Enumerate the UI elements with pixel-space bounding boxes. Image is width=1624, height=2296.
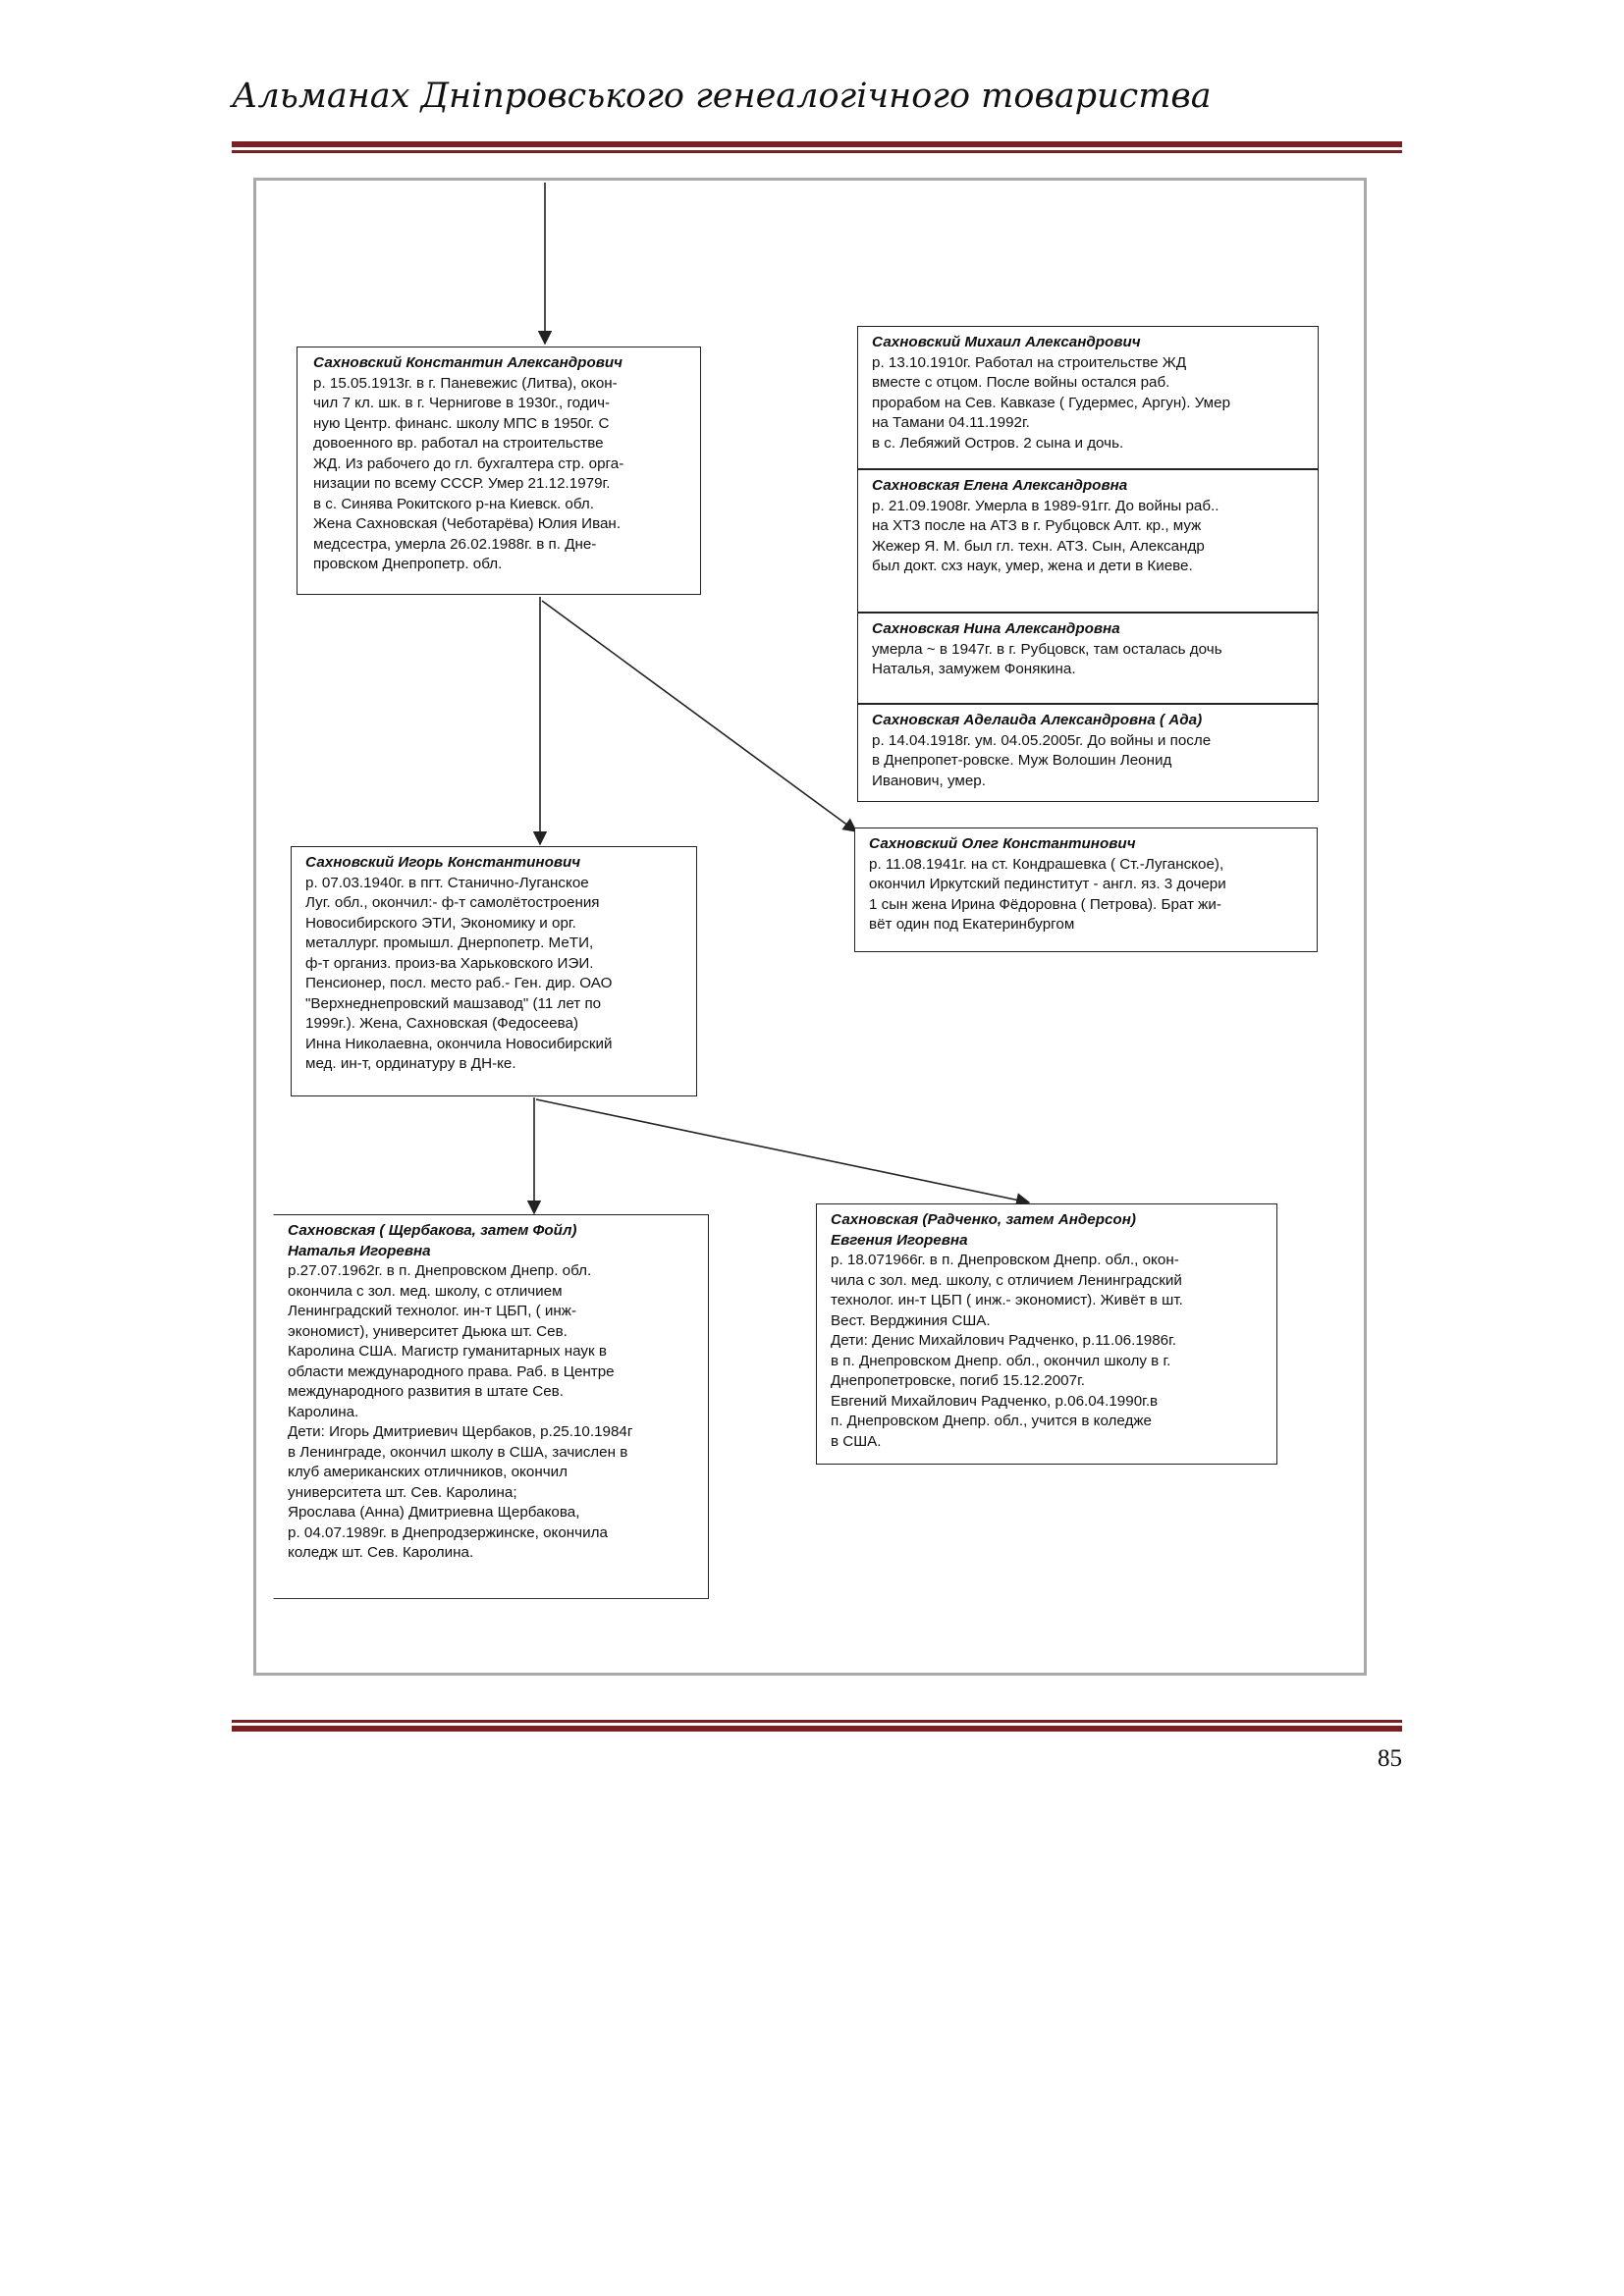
person-name: Сахновская Аделаида Александровна ( Ада) [872, 712, 1203, 728]
person-name: Сахновский Игорь Константинович [305, 854, 581, 871]
person-name: Сахновский Михаил Александрович [872, 334, 1141, 350]
person-card-elena [857, 469, 1319, 613]
person-name: Сахновская ( Щербакова, затем Фойл) Наталья Игоревна [288, 1222, 577, 1259]
person-card-natalya [273, 1214, 709, 1599]
person-bio: р.27.07.1962г. в п. Днепровском Днепр. обл. окончила с зол. мед. школу, с отличием Ленинградский технолог. ин-т ЦБП, ( инж- экономист), университет Дьюка шт. Сев. Каролина США. Магистр гуманитарных наук в области международного права. Раб. в Центре международного развития в штате Сев. Каролина. Дети: Игорь Дмитриевич Щербаков, р.25.10.1984г в Ленинграде, окончил школу в США, зачислен в клуб американских отличников, окончил университета шт. Сев. Каролина; Ярослава (Анна) Дмитриевна Щербакова, р. 04.07.1989г. в Днепродзержинске, окончила коледж шт. Сев. Каролина. [288, 1262, 633, 1561]
person-name: Сахновская Елена Александровна [872, 477, 1128, 494]
person-card-mikhail [857, 326, 1319, 469]
person-card-evgeniya [816, 1203, 1277, 1465]
person-bio: р. 14.04.1918г. ум. 04.05.2005г. До войны и после в Днепропет-ровске. Муж Волошин Леонид Иванович, умер. [872, 731, 1212, 789]
person-name: Сахновская (Радченко, затем Андерсон) Евгения Игоревна [831, 1211, 1136, 1249]
person-card-oleg [854, 828, 1318, 952]
person-bio: р. 18.071966г. в п. Днепровском Днепр. обл., окон- чила с зол. мед. школу, с отличием Ленинградский технолог. ин-т ЦБП ( инж.- экономист). Живёт в шт. Вест. Верджиния США. Дети: Денис Михайлович Радченко, р.11.06.1986г. в п. Днепровском Днепр. обл., окончил школу в г. Днепропетровске, погиб 15.12.2007г. Евгений Михайлович Радченко, р.06.04.1990г.в п. Днепровском Днепр. обл., учится в коледже в США. [831, 1252, 1183, 1450]
footer-rule-thick [232, 1726, 1402, 1732]
connector-igor-to-evgeniya [536, 1099, 1029, 1202]
person-bio: р. 11.08.1941г. на ст. Кондрашевка ( Ст.-Луганское), окончил Иркутский пединститут - англ. яз. 3 дочери 1 сын жена Ирина Фёдоровна ( Петрова). Брат жи- вёт один под Екатеринбургом [869, 855, 1226, 933]
person-card-nina [857, 613, 1319, 704]
person-bio: р. 15.05.1913г. в г. Паневежис (Литва), окон- чил 7 кл. шк. в г. Чернигове в 1930г., годич- ную Центр. финанс. школу МПС в 1950г. С довоенного вр. работал на строительстве ЖД. Из рабочего до гл. бухгалтера стр. орга- низации по всему СССР. Умер 21.12.1979г. в с. Синява Рокитского р-на Киевск. обл. Жена Сахновская (Чеботарёва) Юлия Иван. медсестра, умерла 26.02.1988г. в п. Дне- провском Днепропетр. обл. [313, 374, 624, 572]
person-bio: р. 07.03.1940г. в пгт. Станично-Луганское Луг. обл., окончил:- ф-т самолётостроения Новосибирского ЭТИ, Экономику и орг. металлург. промышл. Днерпопетр. МеТИ, ф-т организ. произ-ва Харьковского ИЭИ. Пенсионер, посл. место раб.- Ген. дир. ОАО "Верхнеднепровский машзавод" (11 лет по 1999г.). Жена, Сахновская (Федосеева) Инна Николаевна, окончила Новосибирский мед. ин-т, ординатуру в ДН-ке. [305, 874, 613, 1072]
almanac-title: Альманах Дніпровського генеалогічного товариства [232, 77, 1212, 116]
connector-konstantin-to-oleg [542, 601, 856, 831]
footer-rule-thin [232, 1720, 1402, 1723]
page-number: 85 [1378, 1745, 1402, 1772]
person-bio: р. 21.09.1908г. Умерла в 1989-91гг. До войны раб.. на ХТЗ после на АТЗ в г. Рубцовск Алт. кр., муж Жежер Я. М. был гл. техн. АТЗ. Сын, Александр был докт. схз наук, умер, жена и дети в Киеве. [872, 497, 1219, 574]
person-bio: р. 13.10.1910г. Работал на строительстве ЖД вместе с отцом. После войны остался раб. прорабом на Сев. Кавказе ( Гудермес, Аргун). Умер на Тамани 04.11.1992г. в с. Лебяжий Остров. 2 сына и дочь. [872, 353, 1231, 452]
person-card-adelaida [857, 704, 1319, 802]
person-card-konstantin [297, 347, 701, 595]
person-card-igor [291, 846, 697, 1096]
person-bio: умерла ~ в 1947г. в г. Рубцовск, там осталась дочь Наталья, замужем Фонякина. [872, 640, 1222, 677]
person-name: Сахновская Нина Александровна [872, 620, 1120, 637]
person-name: Сахновский Олег Константинович [869, 835, 1136, 852]
person-name: Сахновский Константин Александрович [313, 354, 623, 371]
